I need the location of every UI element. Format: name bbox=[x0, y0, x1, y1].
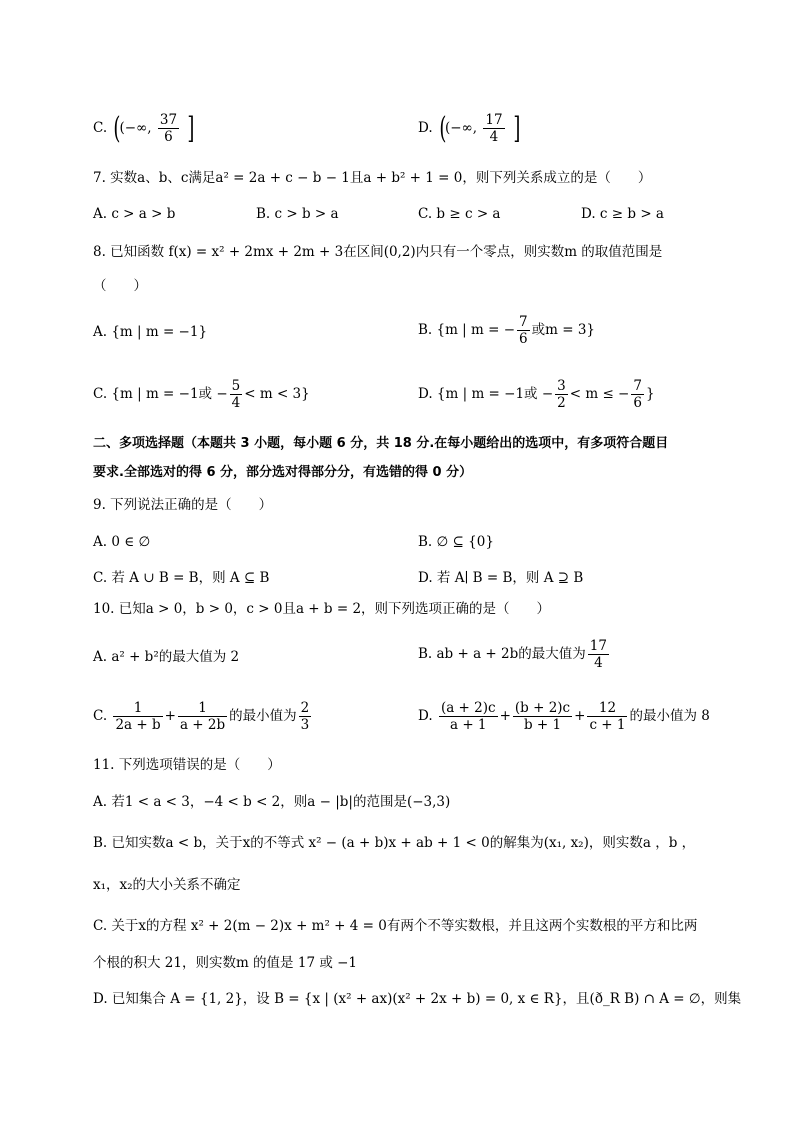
option-label: C. bbox=[93, 708, 108, 724]
fraction bbox=[517, 314, 530, 347]
question-9: 9. 下列说法正确的是（ ） bbox=[93, 497, 273, 513]
section-2-heading: 二、多项选择题（本题共 3 小题，每小题 6 分，共 18 分.在每小题给出的选项中，有多项符合题目 bbox=[93, 436, 669, 451]
option-text: } bbox=[645, 386, 655, 402]
question-8: 8. 已知函数 f(x) = x² + 2mx + 2m + 3在区间(0,2)内只有一个零点，则实数m 的取值范围是 bbox=[93, 244, 663, 260]
fraction bbox=[178, 700, 227, 733]
denominator: b + 1 bbox=[523, 717, 562, 733]
question-10: 10. 已知a > 0，b > 0，c > 0且a + b = 2，则下列选项正确的是（ ） bbox=[93, 601, 551, 617]
denominator: 2a + b bbox=[115, 717, 161, 733]
q9-option-c: C. 若 A ∪ B = B，则 A ⊆ B bbox=[93, 570, 270, 586]
question-8-paren: （ ） bbox=[93, 278, 147, 294]
option-text: C. {m | m = −1或 − bbox=[93, 386, 228, 402]
fraction bbox=[113, 700, 162, 733]
q11-option-b: B. 已知实数a < b，关于x的不等式 x² − (a + b)x + ab + 1 < 0的解集为(x₁, x₂)，则实数a ，b ， bbox=[93, 835, 696, 851]
bracket-right: ] bbox=[513, 110, 521, 146]
denominator: a + 1 bbox=[449, 717, 487, 733]
bracket-left: ( bbox=[113, 110, 121, 146]
numerator: (a + 2)c bbox=[440, 700, 496, 716]
option-text: B. ab + a + 2b的最大值为 bbox=[418, 646, 586, 662]
numerator: 2 bbox=[300, 700, 310, 716]
denominator: 6 bbox=[164, 129, 173, 145]
denominator: 2 bbox=[557, 395, 566, 411]
denominator: 4 bbox=[489, 129, 499, 145]
q10-option-a: A. a² + b²的最大值为 2 bbox=[93, 649, 240, 665]
q8-option-b bbox=[418, 314, 595, 347]
q9-option-a: A. 0 ∈ ∅ bbox=[93, 534, 151, 550]
bracket-left: ( bbox=[439, 110, 447, 146]
denominator: 4 bbox=[594, 655, 603, 671]
fraction bbox=[588, 638, 609, 671]
numerator: 17 bbox=[485, 112, 503, 128]
denominator: 4 bbox=[231, 395, 241, 411]
q11-option-b-cont: x₁，x₂的大小关系不确定 bbox=[93, 877, 241, 893]
q11-option-c: C. 关于x的方程 x² + 2(m − 2)x + m² + 4 = 0有两个不等实数根，并且这两个实数根的平方和比两 bbox=[93, 918, 698, 934]
fraction bbox=[299, 700, 312, 733]
numerator: 1 bbox=[178, 700, 227, 717]
option-text: < m < 3} bbox=[244, 386, 310, 402]
fraction bbox=[483, 112, 504, 145]
q7-option-a: A. c > a > b bbox=[93, 206, 176, 222]
numerator: 5 bbox=[231, 378, 241, 394]
denominator: 6 bbox=[633, 395, 642, 411]
bracket-right: ] bbox=[187, 110, 195, 146]
numerator: 3 bbox=[557, 378, 566, 394]
numerator: (b + 2)c bbox=[514, 700, 571, 716]
numerator: 12 bbox=[587, 700, 627, 717]
option-text: B. {m | m = − bbox=[418, 322, 516, 338]
fraction bbox=[631, 378, 644, 411]
option-text: 的最小值为 bbox=[229, 708, 297, 724]
section-2-heading-cont: 要求.全部选对的得 6 分，部分选对得部分分，有选错的得 0 分） bbox=[93, 465, 473, 480]
q8-option-c bbox=[93, 378, 310, 411]
fraction bbox=[158, 112, 179, 145]
option-label: D. bbox=[418, 708, 433, 724]
fraction bbox=[439, 700, 498, 733]
option-text: D. {m | m = −1或 − bbox=[418, 386, 554, 402]
numerator: 7 bbox=[633, 378, 642, 394]
q10-option-b bbox=[418, 638, 611, 671]
fraction bbox=[555, 378, 568, 411]
fraction bbox=[587, 700, 627, 733]
denominator: 6 bbox=[519, 331, 528, 347]
q8-option-a: A. {m | m = −1} bbox=[93, 324, 208, 340]
q6-option-d bbox=[418, 112, 523, 145]
numerator: 37 bbox=[159, 112, 178, 128]
numerator: 7 bbox=[519, 314, 528, 330]
option-label: D. bbox=[418, 120, 437, 136]
denominator: 3 bbox=[300, 717, 310, 733]
q6-option-c bbox=[93, 112, 197, 145]
q10-option-c: C. $\frac{1}{2a + b}$ + $\frac{1}{a + 2b}$ 的最小值为 $\frac{2}{3}$ bbox=[93, 700, 310, 733]
denominator: c + 1 bbox=[589, 717, 626, 733]
fraction bbox=[513, 700, 572, 733]
option-label: C. bbox=[93, 120, 112, 136]
fraction bbox=[230, 378, 243, 411]
numerator: 17 bbox=[589, 638, 607, 654]
q10-option-d: D. $\frac{(a + 2)c}{a + 1}$ + $\frac{(b + 2)c}{b + 1}$ + $\frac{12}{c + 1}$ 的最小值为 8 bbox=[418, 700, 710, 733]
q11-option-d: D. 已知集合 A = {1, 2}，设 B = {x | (x² + ax)(x² + 2x + b) = 0, x ∈ R}，且(ð_R B) ∩ A = ∅，则集 bbox=[93, 991, 742, 1007]
q8-option-d bbox=[418, 378, 655, 411]
q7-option-b: B. c > b > a bbox=[256, 206, 339, 222]
q7-option-d: D. c ≥ b > a bbox=[581, 206, 664, 222]
interval-start: (−∞, bbox=[444, 120, 478, 136]
q9-option-b: B. ∅ ⊆ {0} bbox=[418, 534, 494, 550]
question-11: 11. 下列选项错误的是（ ） bbox=[93, 757, 281, 773]
option-text: 或m = 3} bbox=[531, 322, 595, 338]
option-text: 的最小值为 8 bbox=[629, 708, 710, 724]
q11-option-c-cont: 个根的积大 21，则实数m 的值是 17 或 −1 bbox=[93, 955, 358, 971]
numerator: 1 bbox=[113, 700, 162, 717]
q9-option-d: D. 若 A∣ B = B，则 A ⊇ B bbox=[418, 570, 584, 586]
denominator: a + 2b bbox=[179, 717, 226, 733]
interval-start: (−∞, bbox=[119, 120, 152, 136]
question-7: 7. 实数a、b、c满足a² = 2a + c − b − 1且a + b² + 1 = 0，则下列关系成立的是（ ） bbox=[93, 170, 652, 186]
option-text: < m ≤ − bbox=[569, 386, 630, 402]
q11-option-a: A. 若1 < a < 3，−4 < b < 2，则a − |b|的范围是(−3,3) bbox=[93, 794, 451, 810]
q7-option-c: C. b ≥ c > a bbox=[418, 206, 501, 222]
